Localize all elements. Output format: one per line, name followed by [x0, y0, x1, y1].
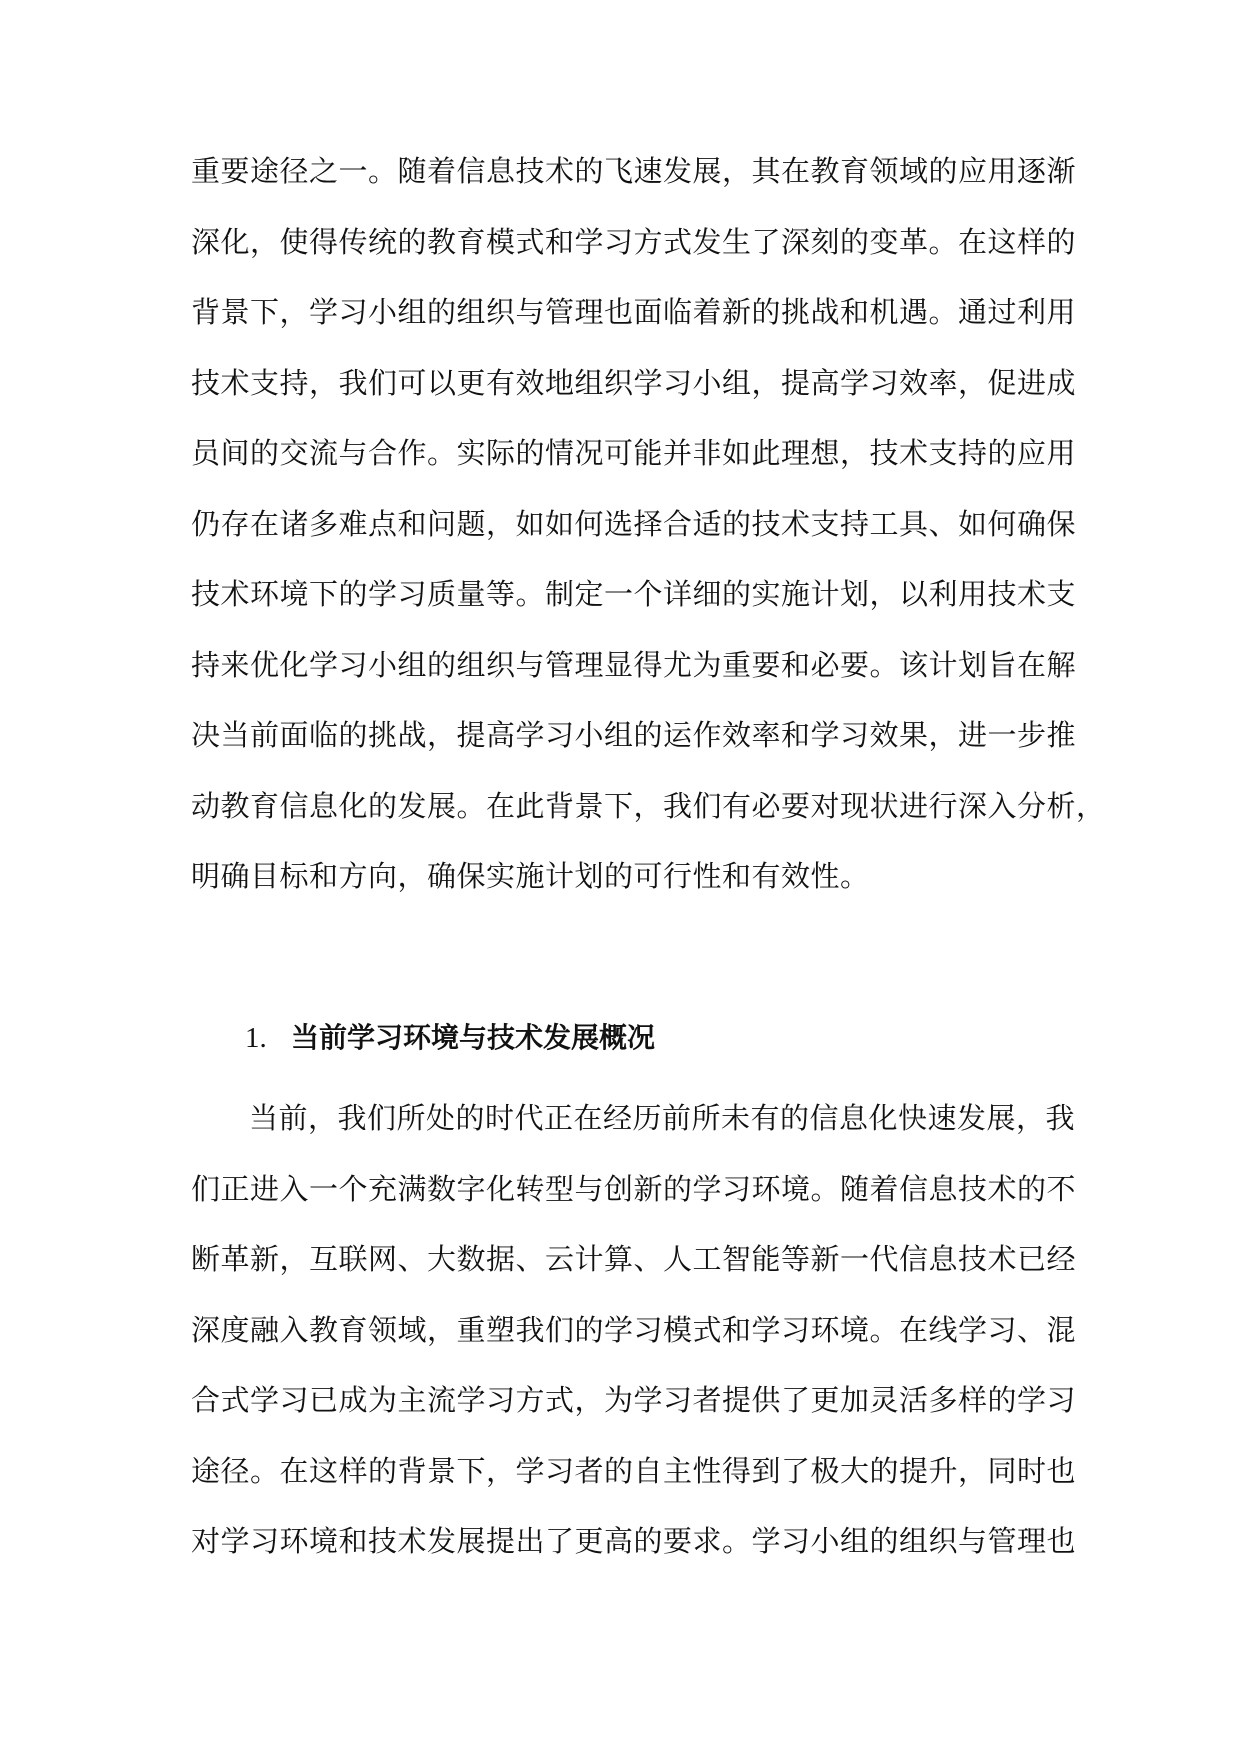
paragraph-line: 当前，我们所处的时代正在经历前所未有的信息化快速发展，我	[249, 1101, 1076, 1135]
paragraph-line: 决当前面临的挑战，提高学习小组的运作效率和学习效果，进一步推	[191, 718, 1077, 752]
paragraph-line: 深度融入教育领域，重塑我们的学习模式和学习环境。在线学习、混	[191, 1312, 1077, 1347]
section-number: 1.	[245, 1022, 267, 1054]
paragraph-1	[191, 136, 1106, 912]
paragraph-line: 深化，使得传统的教育模式和学习方式发生了深刻的变革。在这样的	[191, 224, 1077, 259]
paragraph-2	[191, 1083, 1077, 1577]
paragraph-line: 断革新，互联网、大数据、云计算、人工智能等新一代信息技术已经	[191, 1242, 1077, 1276]
paragraph-line: 途径。在这样的背景下，学习者的自主性得到了极大的提升，同时也	[191, 1453, 1077, 1488]
section-title: 当前学习环境与技术发展概况	[291, 1021, 656, 1054]
paragraph-line: 仍存在诸多难点和问题，如如何选择合适的技术支持工具、如何确保	[191, 506, 1077, 541]
paragraph-line: 背景下，学习小组的组织与管理也面临着新的挑战和机遇。通过利用	[191, 295, 1077, 329]
paragraph-line: 对学习环境和技术发展提出了更高的要求。学习小组的组织与管理也	[191, 1524, 1077, 1558]
paragraph-line: 技术环境下的学习质量等。制定一个详细的实施计划，以利用技术支	[191, 577, 1077, 611]
paragraph-line: 动教育信息化的发展。在此背景下，我们有必要对现状进行深入分析，	[191, 788, 1106, 823]
paragraph-line: 合式学习已成为主流学习方式，为学习者提供了更加灵活多样的学习	[191, 1383, 1077, 1417]
paragraph-line: 持来优化学习小组的组织与管理显得尤为重要和必要。该计划旨在解	[191, 647, 1077, 682]
section-heading	[245, 1010, 655, 1066]
paragraph-line: 们正进入一个充满数字化转型与创新的学习环境。随着信息技术的不	[191, 1171, 1077, 1206]
paragraph-line: 重要途径之一。随着信息技术的飞速发展，其在教育领域的应用逐渐	[191, 154, 1077, 188]
paragraph-line: 技术支持，我们可以更有效地组织学习小组，提高学习效率，促进成	[191, 365, 1077, 400]
paragraph-line: 员间的交流与合作。实际的情况可能并非如此理想，技术支持的应用	[191, 436, 1077, 470]
paragraph-line: 明确目标和方向，确保实施计划的可行性和有效性。	[191, 859, 870, 893]
